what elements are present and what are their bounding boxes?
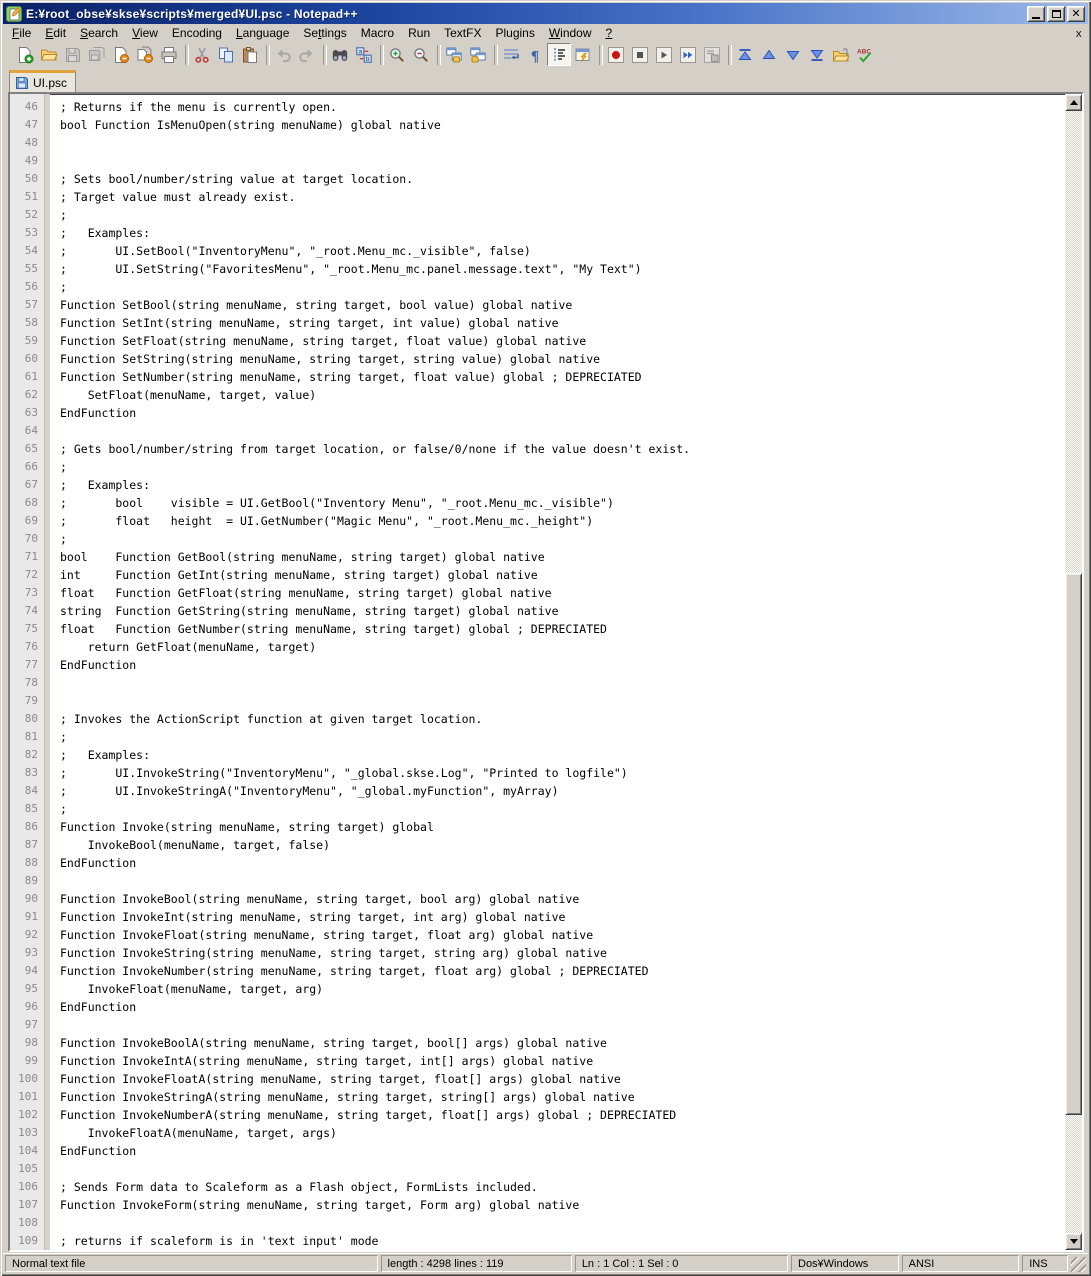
editor (8, 92, 1084, 1252)
menu-language[interactable]: Language (235, 26, 290, 40)
menubar-items (5, 25, 619, 41)
code-line[interactable]: Function SetNumber(string menuName, string target, float value) global ; DEPRECIATED (60, 370, 642, 384)
code-line[interactable] (60, 872, 1065, 890)
line-number: 103 (18, 1126, 38, 1139)
line-number: 94 (24, 964, 38, 977)
minimize-icon (1032, 17, 1040, 19)
code-line[interactable] (60, 134, 1065, 152)
code-line[interactable]: ; float height = UI.GetNumber("Magic Menu", "_root.Menu_mc._height") (60, 514, 594, 528)
code-line[interactable]: float Function GetFloat(string menuName, string target) global native (60, 586, 552, 600)
code-line[interactable] (60, 1016, 1065, 1034)
line-number: 71 (24, 550, 38, 563)
nav-first-icon[interactable] (733, 43, 757, 66)
code-line[interactable]: ; UI.InvokeString("InventoryMenu", "_global.skse.Log", "Printed to logfile") (60, 766, 628, 780)
code-line[interactable]: ; Sends Form data to Scaleform as a Flash object, FormLists included. (60, 1180, 538, 1194)
line-number: 62 (24, 388, 38, 401)
line-number: 79 (24, 694, 38, 707)
code-line[interactable] (60, 152, 1065, 170)
code-line[interactable]: Function InvokeNumberA(string menuName, string target, float[] args) global ; DEPRECIATED (60, 1108, 677, 1122)
macro-stop-icon[interactable] (628, 43, 652, 66)
code-line[interactable]: return GetFloat(menuName, target) (60, 640, 317, 654)
toolbar-separator (376, 44, 385, 66)
svg-text:ABC: ABC (856, 48, 872, 55)
line-number: 76 (24, 640, 38, 653)
nav-previous-icon[interactable] (757, 43, 781, 66)
code-line[interactable]: Function InvokeStringA(string menuName, string target, string[] args) global native (60, 1090, 635, 1104)
code-line[interactable]: ; Examples: (60, 226, 151, 240)
line-number: 78 (24, 676, 38, 689)
line-number: 68 (24, 496, 38, 509)
line-number: 99 (24, 1054, 38, 1067)
macro-save-icon[interactable] (700, 43, 724, 66)
code-line[interactable]: Function SetString(string menuName, string target, string value) global native (60, 352, 601, 366)
code-line[interactable]: ; bool visible = UI.GetBool("Inventory Menu", "_root.Menu_mc._visible") (60, 496, 614, 510)
user-defined-dialog-icon[interactable] (571, 43, 595, 66)
line-number: 64 (24, 424, 38, 437)
line-number: 83 (24, 766, 38, 779)
line-number: 57 (24, 298, 38, 311)
toolbar-separator (724, 44, 733, 66)
arrow-down-icon (1070, 1239, 1078, 1244)
zoom-out-icon[interactable] (409, 43, 433, 66)
code-line[interactable] (60, 1214, 1065, 1232)
line-number: 52 (24, 208, 38, 221)
menu-plugins[interactable]: Plugins (495, 26, 535, 40)
line-number: 96 (24, 1000, 38, 1013)
toolbar-separator (181, 44, 190, 66)
menubar (3, 24, 1088, 42)
undo-icon[interactable] (271, 43, 295, 66)
line-number: 105 (18, 1162, 38, 1175)
status-cursor-position: Ln : 1 Col : 1 Sel : 0 (575, 1255, 788, 1272)
zoom-in-icon[interactable] (385, 43, 409, 66)
code-line[interactable] (60, 1160, 1065, 1178)
code-line[interactable]: Function InvokeFloat(string menuName, string target, float arg) global native (60, 928, 594, 942)
saved-file-icon (15, 76, 29, 90)
code-line[interactable]: Function SetInt(string menuName, string target, int value) global native (60, 316, 559, 330)
line-number: 107 (18, 1198, 38, 1211)
toolbar (3, 42, 1088, 67)
menu-run[interactable]: Run (408, 26, 431, 40)
line-number: 104 (18, 1144, 38, 1157)
code-line[interactable]: InvokeBool(menuName, target, false) (60, 838, 331, 852)
resize-grip[interactable] (1071, 1257, 1086, 1272)
menu-help[interactable]: ? (605, 26, 613, 40)
line-number: 54 (24, 244, 38, 257)
line-number: 69 (24, 514, 38, 527)
code-line[interactable]: ; UI.InvokeStringA("InventoryMenu", "_global.myFunction", myArray) (60, 784, 559, 798)
code-line[interactable]: Function SetBool(string menuName, string target, bool value) global native (60, 298, 573, 312)
maximize-button[interactable] (1047, 6, 1065, 22)
menu-textfx[interactable]: TextFX (444, 26, 482, 40)
menu-edit[interactable]: Edit (45, 26, 67, 40)
line-number: 66 (24, 460, 38, 473)
toolbar-separator (433, 44, 442, 66)
code-line[interactable]: ; Gets bool/number/string from target location, or false/0/none if the value doesn't exist. (60, 442, 691, 456)
code-line[interactable]: Function InvokeBoolA(string menuName, string target, bool[] args) global native (60, 1036, 607, 1050)
sync-horizontal-icon[interactable] (466, 43, 490, 66)
code-line[interactable] (60, 692, 1065, 710)
close-icon: ✕ (1071, 7, 1081, 20)
svg-text:b: b (365, 55, 370, 63)
code-line[interactable]: Function InvokeNumber(string menuName, string target, float arg) global ; DEPRECIATED (60, 964, 649, 978)
line-number: 95 (24, 982, 38, 995)
line-number: 63 (24, 406, 38, 419)
menu-search[interactable]: Search (80, 26, 119, 40)
line-number: 81 (24, 730, 38, 743)
toolbar-separator (262, 44, 271, 66)
spell-check-icon[interactable] (853, 43, 877, 66)
menu-settings[interactable]: Settings (303, 26, 347, 40)
macro-run-multiple-icon[interactable] (676, 43, 700, 66)
save-all-icon[interactable] (85, 43, 109, 66)
tab-ui-psc[interactable] (9, 70, 76, 92)
folder-attach-icon[interactable] (829, 43, 853, 66)
scrollbar-thumb[interactable] (1065, 573, 1082, 1115)
toolbar-separator (490, 44, 499, 66)
code-line[interactable]: ; UI.SetBool("InventoryMenu", "_root.Menu_mc._visible", false) (60, 244, 531, 258)
line-number: 89 (24, 874, 38, 887)
line-number: 90 (24, 892, 38, 905)
line-number: 49 (24, 154, 38, 167)
line-number: 75 (24, 622, 38, 635)
print-icon[interactable] (157, 43, 181, 66)
menu-view[interactable]: View (132, 26, 158, 40)
cut-icon[interactable] (190, 43, 214, 66)
window-title: E:¥root_obse¥skse¥scripts¥merged¥UI.psc - Notepad++ (26, 6, 358, 21)
line-number-gutter (10, 94, 44, 1250)
code-line[interactable]: Function InvokeIntA(string menuName, string target, int[] args) global native (60, 1054, 594, 1068)
code-line[interactable]: string Function GetString(string menuName, string target) global native (60, 604, 559, 618)
line-number: 98 (24, 1036, 38, 1049)
code-line[interactable]: Function InvokeBool(string menuName, string target, bool arg) global native (60, 892, 580, 906)
code-line[interactable] (60, 422, 1065, 440)
code-line[interactable]: ; UI.SetString("FavoritesMenu", "_root.Menu_mc.panel.message.text", "My Text") (60, 262, 642, 276)
code-line[interactable]: Function Invoke(string menuName, string target) global (60, 820, 434, 834)
line-number: 51 (24, 190, 38, 203)
status-doc-type: Normal text file (5, 1255, 378, 1272)
line-number: 48 (24, 136, 38, 149)
line-number: 91 (24, 910, 38, 923)
code-line[interactable]: SetFloat(menuName, target, value) (60, 388, 317, 402)
tab-bar (3, 67, 1088, 92)
line-number: 101 (18, 1090, 38, 1103)
code-area[interactable] (50, 94, 1065, 1250)
notepad-plus-plus-icon (6, 6, 22, 22)
code-line[interactable]: InvokeFloat(menuName, target, arg) (60, 982, 324, 996)
line-number: 70 (24, 532, 38, 545)
toolbar-separator (319, 44, 328, 66)
code-line[interactable]: ; Target value must already exist. (60, 190, 296, 204)
code-line[interactable]: EndFunction (60, 406, 137, 420)
code-line[interactable]: bool Function GetBool(string menuName, string target) global native (60, 550, 545, 564)
line-number: 80 (24, 712, 38, 725)
svg-text:¶: ¶ (530, 48, 540, 64)
line-number: 93 (24, 946, 38, 959)
line-number: 84 (24, 784, 38, 797)
close-file-icon[interactable] (109, 43, 133, 66)
status-encoding: ANSI (902, 1255, 1020, 1272)
code-line[interactable]: EndFunction (60, 1144, 137, 1158)
status-bar (3, 1253, 1088, 1273)
line-number: 59 (24, 334, 38, 347)
code-line[interactable]: Function InvokeForm(string menuName, string target, Form arg) global native (60, 1198, 580, 1212)
macro-play-icon[interactable] (652, 43, 676, 66)
line-number: 65 (24, 442, 38, 455)
replace-icon[interactable] (352, 43, 376, 66)
line-number: 53 (24, 226, 38, 239)
word-wrap-icon[interactable] (499, 43, 523, 66)
line-number: 60 (24, 352, 38, 365)
macro-record-icon[interactable] (604, 43, 628, 66)
menu-file[interactable]: File (12, 26, 32, 40)
code-line[interactable]: ; returns if scaleform is in 'text input' mode (60, 1234, 379, 1248)
code-line[interactable]: ; (60, 460, 67, 474)
find-icon[interactable] (328, 43, 352, 66)
code-line[interactable]: ; Sets bool/number/string value at target location. (60, 172, 414, 186)
toolbar-separator (595, 44, 604, 66)
code-line[interactable]: ; Examples: (60, 748, 151, 762)
line-number: 87 (24, 838, 38, 851)
nav-next-icon[interactable] (781, 43, 805, 66)
copy-icon[interactable] (214, 43, 238, 66)
code-line[interactable]: int Function GetInt(string menuName, string target) global native (60, 568, 538, 582)
line-number: 61 (24, 370, 38, 383)
menu-encoding[interactable]: Encoding (171, 26, 222, 40)
redo-icon[interactable] (295, 43, 319, 66)
code-line[interactable]: EndFunction (60, 1000, 137, 1014)
status-length-lines: length : 4298 lines : 119 (381, 1255, 572, 1272)
line-number: 97 (24, 1018, 38, 1031)
nav-last-icon[interactable] (805, 43, 829, 66)
line-number: 58 (24, 316, 38, 329)
line-number: 74 (24, 604, 38, 617)
line-number: 106 (18, 1180, 38, 1193)
code-line[interactable]: float Function GetNumber(string menuName, string target) global ; DEPRECIATED (60, 622, 607, 636)
code-line[interactable]: ; (60, 208, 67, 222)
close-button[interactable] (1067, 6, 1085, 22)
line-number: 56 (24, 280, 38, 293)
open-file-icon[interactable] (37, 43, 61, 66)
scroll-down-button[interactable] (1065, 1233, 1082, 1250)
status-eol-format: Dos¥Windows (791, 1255, 899, 1272)
paste-icon[interactable] (238, 43, 262, 66)
code-line[interactable]: Function InvokeInt(string menuName, string target, int arg) global native (60, 910, 566, 924)
line-number: 86 (24, 820, 38, 833)
line-number: 109 (18, 1234, 38, 1247)
line-number: 92 (24, 928, 38, 941)
code-line[interactable]: bool Function IsMenuOpen(string menuName) global native (60, 118, 441, 132)
code-line[interactable]: ; Returns if the menu is currently open. (60, 100, 337, 114)
line-number: 73 (24, 586, 38, 599)
svg-text:a: a (358, 48, 363, 56)
code-line[interactable]: Function InvokeFloatA(string menuName, string target, float[] args) global native (60, 1072, 621, 1086)
line-number: 102 (18, 1108, 38, 1121)
new-file-icon[interactable] (13, 43, 37, 66)
show-all-characters-icon[interactable] (523, 43, 547, 66)
line-number: 55 (24, 262, 38, 275)
arrow-up-icon (1070, 100, 1078, 105)
line-number: 85 (24, 802, 38, 815)
vertical-scrollbar[interactable] (1065, 94, 1082, 1250)
tab-label: UI.psc (33, 75, 68, 90)
close-all-icon[interactable] (133, 43, 157, 66)
document-close-icon[interactable]: x (1075, 26, 1082, 40)
code-line[interactable]: ; (60, 280, 67, 294)
line-number: 108 (18, 1216, 38, 1229)
sync-vertical-icon[interactable] (442, 43, 466, 66)
minimize-button[interactable] (1027, 6, 1045, 22)
line-number: 47 (24, 118, 38, 131)
line-number: 82 (24, 748, 38, 761)
maximize-icon (1052, 10, 1061, 18)
code-line[interactable]: ; (60, 802, 67, 816)
code-line[interactable]: EndFunction (60, 856, 137, 870)
code-line[interactable]: InvokeFloatA(menuName, target, args) (60, 1126, 337, 1140)
line-number: 77 (24, 658, 38, 671)
menu-macro[interactable]: Macro (360, 26, 395, 40)
scroll-up-button[interactable] (1065, 94, 1082, 111)
code-line[interactable] (60, 674, 1065, 692)
status-insert-mode: INS (1022, 1255, 1068, 1272)
menu-window[interactable]: Window (548, 26, 592, 40)
save-icon[interactable] (61, 43, 85, 66)
line-number: 50 (24, 172, 38, 185)
line-number: 46 (24, 100, 38, 113)
code-line[interactable]: Function SetFloat(string menuName, string target, float value) global native (60, 334, 587, 348)
code-line[interactable]: ; (60, 532, 67, 546)
line-number: 100 (18, 1072, 38, 1085)
code-line[interactable]: ; Examples: (60, 478, 151, 492)
indent-guide-icon[interactable] (547, 43, 571, 66)
titlebar (3, 3, 1088, 24)
code-line[interactable]: ; (60, 730, 67, 744)
code-line[interactable]: EndFunction (60, 658, 137, 672)
line-number: 88 (24, 856, 38, 869)
code-line[interactable]: ; Invokes the ActionScript function at given target location. (60, 712, 483, 726)
code-line[interactable]: Function InvokeString(string menuName, string target, string arg) global native (60, 946, 607, 960)
line-number: 67 (24, 478, 38, 491)
line-number: 72 (24, 568, 38, 581)
